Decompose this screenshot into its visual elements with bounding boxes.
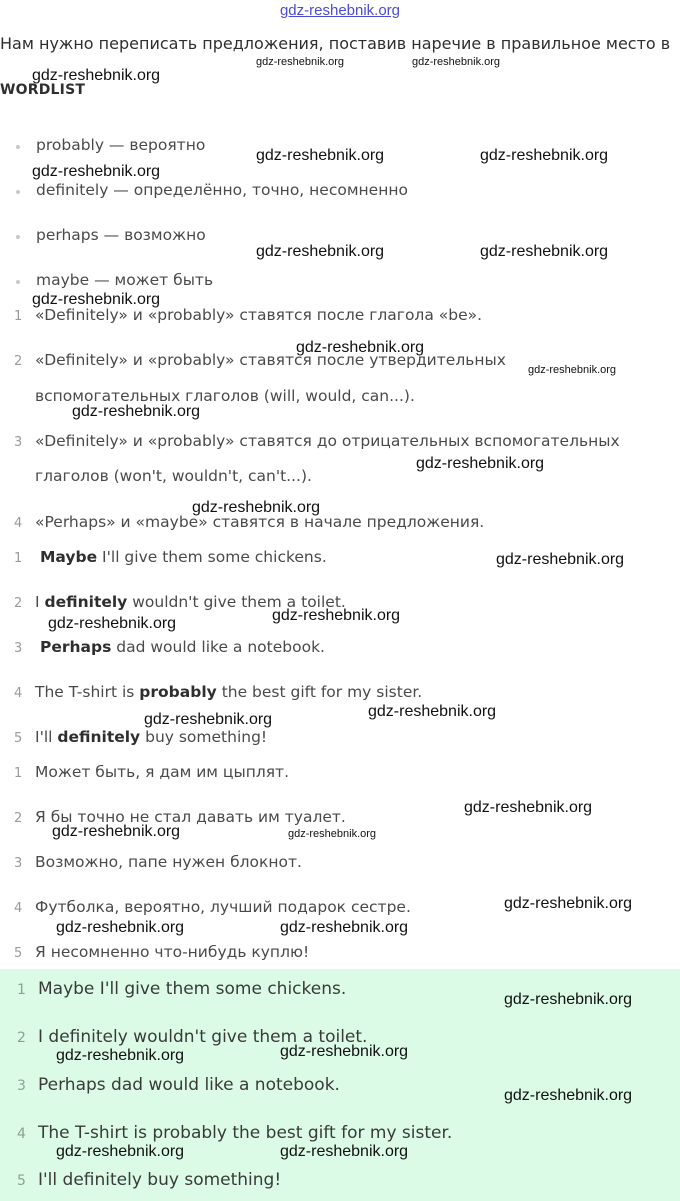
- answer-line: I definitely wouldn't give them a toilet.: [38, 1027, 368, 1047]
- sentence: [35, 683, 422, 701]
- watermark: gdz-reshebnik.org: [464, 799, 593, 816]
- watermark: gdz-reshebnik.org: [48, 615, 177, 632]
- sentence: [35, 593, 346, 611]
- watermark: gdz-reshebnik.org: [144, 711, 273, 728]
- watermark: gdz-reshebnik.org: [504, 1087, 633, 1104]
- watermark: gdz-reshebnik.org: [56, 1143, 185, 1160]
- answer-number: 2: [17, 1030, 26, 1046]
- sentence-start: The T-shirt is: [35, 683, 140, 701]
- answer-line: I'll definitely buy something!: [38, 1170, 282, 1190]
- task-intro: Нам нужно переписать предложения, поставив наречие в правильное место в: [0, 34, 671, 53]
- watermark: gdz-reshebnik.org: [280, 919, 409, 936]
- sentence: [35, 728, 267, 746]
- translation-number: 3: [14, 856, 23, 871]
- sentence-number: 3: [14, 641, 23, 656]
- sentence-number: 5: [14, 731, 23, 746]
- sentence-start: I'll: [35, 728, 58, 746]
- watermark: gdz-reshebnik.org: [72, 403, 201, 420]
- rule-text-continued: вспомогательных глаголов (will, would, can...).: [35, 387, 415, 405]
- watermark: gdz-reshebnik.org: [280, 1143, 409, 1160]
- answer-box: [0, 969, 680, 1201]
- rule-text: «Perhaps» и «maybe» ставятся в начале предложения.: [35, 513, 485, 531]
- watermark: gdz-reshebnik.org: [56, 1047, 185, 1064]
- answer-number: 4: [17, 1126, 26, 1142]
- rule-text: «Definitely» и «probably» ставятся после утвердительных: [35, 351, 506, 369]
- translation-number: 5: [14, 946, 23, 961]
- watermark: gdz-reshebnik.org: [272, 607, 401, 624]
- sentence-number: 2: [14, 596, 23, 611]
- rule-number: 1: [14, 309, 23, 324]
- watermark: gdz-reshebnik.org: [368, 703, 497, 720]
- rule-text: «Definitely» и «probably» ставятся после глагола «be».: [35, 306, 483, 324]
- wordlist-item: probably — вероятно: [36, 136, 206, 154]
- sentence-start: I: [35, 593, 45, 611]
- translation: Я несомненно что-нибудь куплю!: [35, 943, 310, 961]
- rule-text: «Definitely» и «probably» ставятся до отрицательных вспомогательных: [35, 432, 620, 450]
- sentence-rest: wouldn't give them a toilet.: [127, 593, 346, 611]
- translation: Может быть, я дам им цыплят.: [35, 763, 290, 781]
- rule-number: 2: [14, 354, 23, 369]
- watermark: gdz-reshebnik.org: [288, 828, 377, 840]
- watermark: gdz-reshebnik.org: [52, 823, 181, 840]
- adverb: Perhaps: [40, 638, 112, 656]
- answer-number: 1: [17, 982, 26, 998]
- wordlist-title: WORDLIST: [0, 82, 86, 98]
- adverb: definitely: [57, 728, 141, 746]
- wordlist-item: maybe — может быть: [36, 271, 214, 289]
- answer-number: 3: [17, 1078, 26, 1094]
- adverb: definitely: [44, 593, 128, 611]
- adverb: probably: [139, 683, 217, 701]
- watermark: gdz-reshebnik.org: [504, 991, 633, 1008]
- rule-number: 4: [14, 516, 23, 531]
- watermark: gdz-reshebnik.org: [412, 56, 501, 68]
- sentence-rest: dad would like a notebook.: [111, 638, 325, 656]
- sentence-rest: the best gift for my sister.: [216, 683, 423, 701]
- sentence-rest: I'll give them some chickens.: [97, 548, 327, 566]
- watermark: gdz-reshebnik.org: [480, 243, 609, 260]
- watermark: gdz-reshebnik.org: [504, 895, 633, 912]
- sentence-number: 1: [14, 551, 23, 566]
- watermark: gdz-reshebnik.org: [280, 1043, 409, 1060]
- rule-number: 3: [14, 435, 23, 450]
- translation: Возможно, папе нужен блокнот.: [35, 853, 302, 871]
- watermark: gdz-reshebnik.org: [528, 364, 617, 376]
- answer-number: 5: [17, 1173, 26, 1189]
- translation-number: 2: [14, 811, 23, 826]
- watermark: gdz-reshebnik.org: [256, 243, 385, 260]
- translation-number: 4: [14, 901, 23, 916]
- sentence: [40, 638, 325, 656]
- watermark: gdz-reshebnik.org: [32, 291, 161, 308]
- watermark: gdz-reshebnik.org: [416, 455, 545, 472]
- watermark: gdz-reshebnik.org: [496, 551, 625, 568]
- translation: Я бы точно не стал давать им туалет.: [35, 808, 346, 826]
- site-link[interactable]: gdz-reshebnik.org: [279, 2, 401, 19]
- sentence-number: 4: [14, 686, 23, 701]
- adverb: Maybe: [40, 548, 98, 566]
- wordlist-item: perhaps — возможно: [36, 226, 206, 244]
- watermark: gdz-reshebnik.org: [296, 339, 425, 356]
- answer-line: The T-shirt is probably the best gift for my sister.: [38, 1123, 453, 1143]
- sentence-rest: buy something!: [140, 728, 268, 746]
- watermark: gdz-reshebnik.org: [32, 163, 161, 180]
- watermark: gdz-reshebnik.org: [192, 499, 321, 516]
- wordlist-item: definitely — определённо, точно, несомненно: [36, 181, 408, 199]
- sentence: [40, 548, 327, 566]
- watermark: gdz-reshebnik.org: [56, 919, 185, 936]
- watermark: gdz-reshebnik.org: [256, 147, 385, 164]
- watermark: gdz-reshebnik.org: [256, 56, 345, 68]
- translation: Футболка, вероятно, лучший подарок сестре.: [35, 898, 411, 916]
- watermark: gdz-reshebnik.org: [32, 67, 161, 84]
- answer-line: Maybe I'll give them some chickens.: [38, 979, 347, 999]
- rule-text-continued: глаголов (won't, wouldn't, can't...).: [35, 467, 312, 485]
- watermark: gdz-reshebnik.org: [480, 147, 609, 164]
- translation-number: 1: [14, 766, 23, 781]
- answer-line: Perhaps dad would like a notebook.: [38, 1075, 340, 1095]
